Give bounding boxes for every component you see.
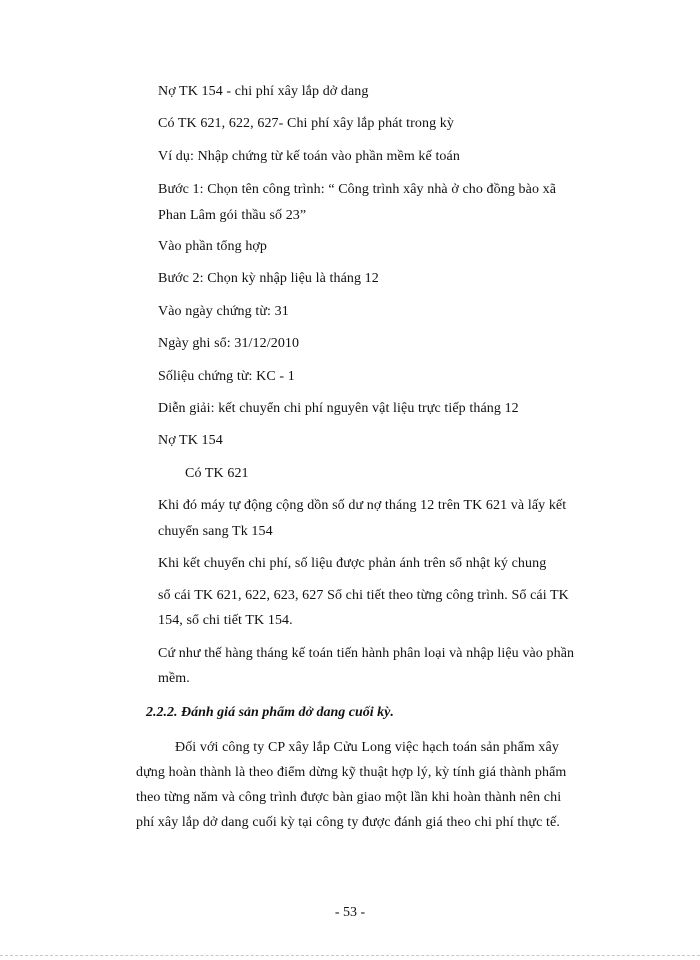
text-line: sổ cái TK 621, 622, 623, 627 Sổ chi tiết theo từng công trình. Sổ cái TK	[158, 588, 569, 603]
text-line: Bước 1: Chọn tên công trình: “ Công trình xây nhà ở cho đồng bào xã	[158, 182, 557, 197]
paragraph-line: theo từng năm và công trình được bàn giao một lần khi hoàn thành nên chi	[136, 790, 562, 805]
text-line: Khi đó máy tự động cộng dồn số dư nợ tháng 12 trên TK 621 và lấy kết	[158, 498, 567, 513]
text-line: 154, sổ chi tiết TK 154.	[158, 613, 293, 628]
text-line: chuyển sang Tk 154	[158, 524, 273, 539]
text-line: Có TK 621, 622, 627- Chi phí xây lắp phát trong kỳ	[158, 116, 454, 131]
page-bottom-divider	[0, 955, 700, 956]
page-number: - 53 -	[334, 905, 366, 920]
text-line: Bước 2: Chọn kỳ nhập liệu là tháng 12	[158, 271, 379, 286]
text-line: Có TK 621	[185, 466, 249, 481]
text-line: Cứ như thế hàng tháng kế toán tiến hành phân loại và nhập liệu vào phần	[158, 646, 575, 661]
text-line: Nợ TK 154	[158, 433, 223, 448]
text-line: mềm.	[158, 671, 190, 686]
section-heading: 2.2.2. Đánh giá sản phẩm dở dang cuối kỳ.	[146, 705, 394, 720]
text-line: Diễn giải: kết chuyển chi phí nguyên vật liệu trực tiếp tháng 12	[158, 401, 519, 416]
text-line: Ví dụ: Nhập chứng từ kế toán vào phần mềm kế toán	[158, 149, 460, 164]
text-line: Khi kết chuyển chi phí, số liệu được phản ánh trên sổ nhật ký chung	[158, 556, 547, 571]
text-line: Vào phần tổng hợp	[158, 239, 268, 254]
paragraph-line: phí xây lắp dở dang cuối kỳ tại công ty được đánh giá theo chi phí thực tế.	[136, 815, 560, 830]
text-line: Ngày ghi sổ: 31/12/2010	[158, 336, 300, 351]
text-line: Sốliệu chứng từ: KC - 1	[158, 369, 295, 384]
text-line: Vào ngày chứng từ: 31	[158, 304, 289, 319]
paragraph-line: Đối với công ty CP xây lắp Cửu Long việc hạch toán sản phẩm xây	[175, 740, 559, 755]
text-line: Phan Lâm gói thầu số 23”	[158, 208, 307, 223]
paragraph-line: dựng hoàn thành là theo điểm dừng kỹ thuật hợp lý, kỳ tính giá thành phẩm	[136, 765, 567, 780]
text-line: Nợ TK 154 - chi phí xây lắp dở dang	[158, 84, 369, 99]
